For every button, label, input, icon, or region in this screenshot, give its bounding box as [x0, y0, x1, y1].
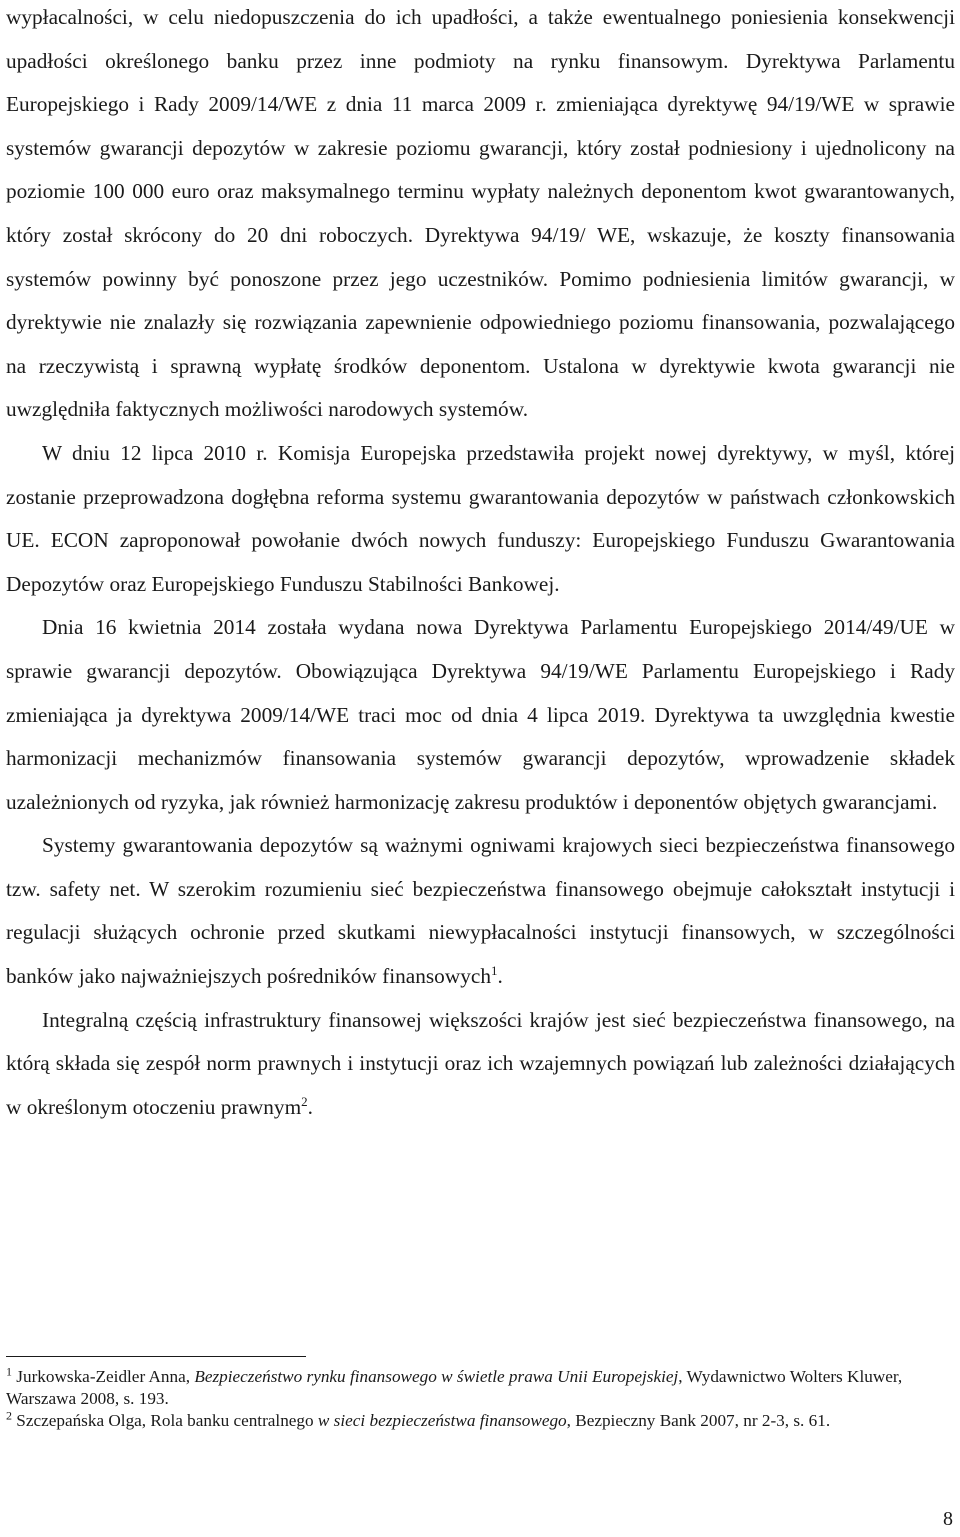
footnote-2-rest: , Bezpieczny Bank 2007, nr 2-3, s. 61. [566, 1411, 831, 1430]
footnote-1-number: 1 [6, 1364, 12, 1379]
paragraph-4: Systemy gwarantowania depozytów są ważnymi ogniwami krajowych sieci bezpieczeństwa finansowego tzw. safety net. W szerokim rozumieniu sieć bezpieczeństwa finansowego obejmuje całokształt instytucji i regulacji służących ochronie przed skutkami niewypłacalności instytucji finansowych, w szczególności banków jako najważniejszych pośredników finansowych$^1$. [6, 833, 955, 989]
footnote-1-rest: , Wydawnictwo Wolters Kluwer, Warszawa 2008, s. 193. [6, 1367, 903, 1408]
footnote-ref-1[interactable]: 1 [490, 962, 498, 978]
footnote-ref-2[interactable]: 2 [301, 1093, 308, 1109]
footnote-2-title: w sieci bezpieczeństwa finansowego [317, 1411, 567, 1430]
footnote-2 [6, 1410, 955, 1432]
footnote-2-number: 2 [6, 1408, 12, 1423]
body-text [6, 0, 955, 1129]
page-number: 8 [943, 1508, 953, 1530]
footnote-1 [6, 1366, 955, 1410]
paragraph-1: wypłacalności, w celu niedopuszczenia do ich upadłości, a także ewentualnego poniesienia konsekwencji upadłości określonego banku przez inne podmioty na rynku finansowym. Dyrektywa Parlamentu Europejskiego i Rady 2009/14/WE z dnia 11 marca 2009 r. zmieniająca dyrektywę 94/19/WE w sprawie systemów gwarancji depozytów w zakresie poziomu gwarancji, który został podniesiony i ujednolicony na poziomie 100 000 euro oraz maksymalnego terminu wypłaty należnych deponentom kwot gwarantowanych, który został skrócony do 20 dni roboczych. Dyrektywa 94/19/ WE, wskazuje, że koszty finansowania systemów powinny być ponoszone przez jego uczestników. Pomimo podniesienia limitów gwarancji, w dyrektywie nie znalazły się rozwiązania zapewnienie odpowiedniego poziomu finansowania, pozwalającego na rzeczywistą i sprawną wypłatę środków deponentom. Ustalona w dyrektywie kwota gwarancji nie uwzględniła faktycznych możliwości narodowych systemów. [6, 5, 955, 422]
footnotes [6, 1366, 955, 1432]
paragraph-5-text: Integralną częścią infrastruktury finansowej większości krajów jest sieć bezpieczeństwa finansowego, na którą składa się zespół norm prawnych i instytucji oraz ich wzajemnych powiązań lub zależności działających w określonym otoczeniu prawnym [6, 1007, 955, 1119]
footnote-separator [6, 1356, 306, 1357]
footnote-2-author: Szczepańska Olga, Rola banku centralnego [16, 1411, 318, 1430]
paragraph-3: Dnia 16 kwietnia 2014 została wydana nowa Dyrektywa Parlamentu Europejskiego 2014/49/UE w sprawie gwarancji depozytów. Obowiązująca Dyrektywa 94/19/WE Parlamentu Europejskiego i Rady zmieniająca ja dyrektywa 2009/14/WE traci moc od dnia 4 lipca 2019. Dyrektywa ta uwzględnia kwestie harmonizacji mechanizmów finansowania systemów gwarancji depozytów, wprowadzenie składek uzależnionych od ryzyka, jak również harmonizację zakresu produktów i deponentów objętych gwarancjami. [6, 615, 955, 814]
paragraph-4-text: Systemy gwarantowania depozytów są ważnymi ogniwami krajowych sieci bezpieczeństwa finansowego tzw. safety net. W szerokim rozumieniu sieć bezpieczeństwa finansowego obejmuje całokształt instytucji i regulacji służących ochronie przed skutkami niewypłacalności instytucji finansowych, w szczególności banków jako najważniejszych pośredników finansowych [6, 833, 955, 989]
footnote-1-title: Bezpieczeństwo rynku finansowego w świetle prawa Unii Europejskiej [194, 1367, 679, 1386]
footnote-1-author: Jurkowska-Zeidler Anna, [16, 1367, 195, 1386]
paragraph-5: Integralną częścią infrastruktury finansowej większości krajów jest sieć bezpieczeństwa finansowego, na którą składa się zespół norm prawnych i instytucji oraz ich wzajemnych powiązań lub zależności działających w określonym otoczeniu prawnym$^2$. [6, 1007, 955, 1119]
paragraph-2: W dniu 12 lipca 2010 r. Komisja Europejska przedstawiła projekt nowej dyrektywy, w myśl, której zostanie przeprowadzona dogłębna reforma systemu gwarantowania depozytów w państwach członkowskich UE. ECON zaproponował powołanie dwóch nowych funduszy: Europejskiego Funduszu Gwarantowania Depozytów oraz Europejskiego Funduszu Stabilności Bankowej. [6, 440, 955, 596]
